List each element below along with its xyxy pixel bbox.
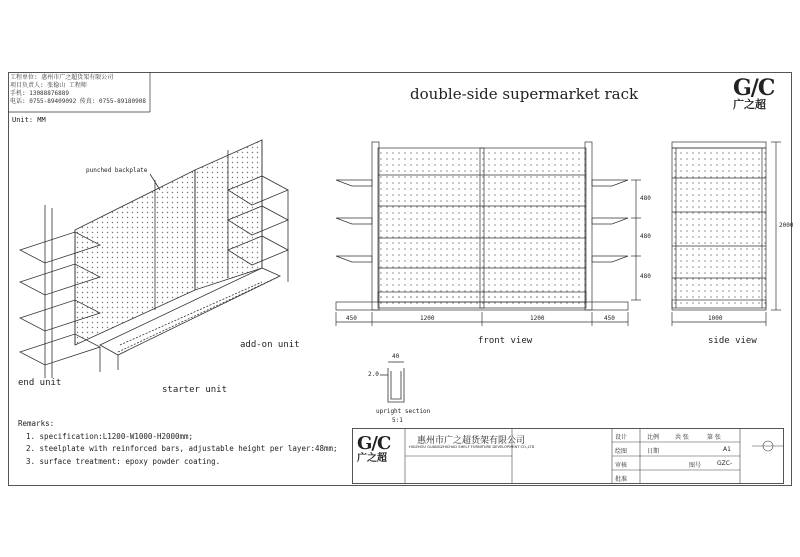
dim-front-1: 450 [346,315,357,322]
title-block-logo-chinese: 广之超 [357,453,387,464]
drawing-title: double-side supermarket rack [410,85,639,103]
logo-chinese: 广之超 [733,98,766,111]
company-info-line: 工程单位: 惠州市广之超货架有限公司 [10,74,114,81]
remarks-block [18,418,338,468]
company-info-line: 电话: 0755-89409092 传真: 0755-89180908 [10,98,146,105]
remark-item: 2. steelplate with reinforced bars, adjustable height per layer:48mm; [26,444,338,453]
addon-backplate [195,140,262,290]
tb-date-label: 日期 [647,448,660,455]
tb-col-2: 共 张 [675,434,689,441]
tb-drawing-no-label: 图号 [689,462,702,469]
dim-right-1: 480 [640,195,651,202]
front-backplate [378,148,586,308]
perforated-backplate [75,170,195,345]
dim-right-2: 480 [640,233,651,240]
title-block [352,428,784,484]
tb-drawing-no: GZC- [717,460,733,467]
upright-section-drawing [380,362,404,402]
title-block-logo [357,435,403,475]
title-block-company-cn: 惠州市广之超货架有限公司 [417,436,526,446]
dim-side-bottom: 1000 [708,315,723,322]
end-unit-label: end unit [18,378,62,388]
dim-section-thickness: 2.0 [368,371,379,378]
tb-row-4: 批准 [615,476,628,483]
company-info-line: 手机: 13088876889 [10,90,69,97]
front-view-drawing [336,142,641,326]
side-view-drawing [672,142,781,326]
tb-row-1: 设计 [615,434,628,441]
dim-section-width: 40 [392,353,400,360]
tb-col-1: 比例 [647,434,660,441]
title-block-company-en: HUIZHOU GUANGZHICHAO SHELF FURNITURE DEVELOPMENT CO.,LTD [409,445,535,449]
side-view-label: side view [708,336,757,346]
title-block-logo-letters: G/C [357,433,391,454]
remark-item: 1. specification:L1200-W1000-H2000mm; [26,431,194,441]
upright-section-label: upright section [376,408,431,415]
addon-unit-label: add-on unit [240,340,300,350]
tb-row-2: 绘图 [615,448,628,455]
front-view-label: front view [478,336,533,346]
dim-front-3: 1200 [530,315,545,322]
dim-front-2: 1200 [420,315,435,322]
section-scale-label: 5:1 [392,417,403,424]
tb-row-3: 审核 [615,462,628,469]
unit-label: Unit: MM [12,116,46,124]
tb-scale: A1 [723,446,731,453]
dim-side-height: 2000 [779,222,794,229]
logo-letters: G/C [733,75,775,101]
remarks-heading: Remarks: [18,419,55,428]
tb-col-3: 第 张 [707,434,721,441]
dim-front-4: 450 [604,315,615,322]
dividers [8,72,150,112]
dim-right-3: 480 [640,273,651,280]
starter-unit-label: starter unit [162,385,228,395]
perforated-backplate-label: punched backplate [86,167,148,174]
company-info-line: 项目负责人: 张稳山 工程师 [10,82,87,89]
remark-item: 3. surface treatment: epoxy powder coating. [26,456,221,466]
